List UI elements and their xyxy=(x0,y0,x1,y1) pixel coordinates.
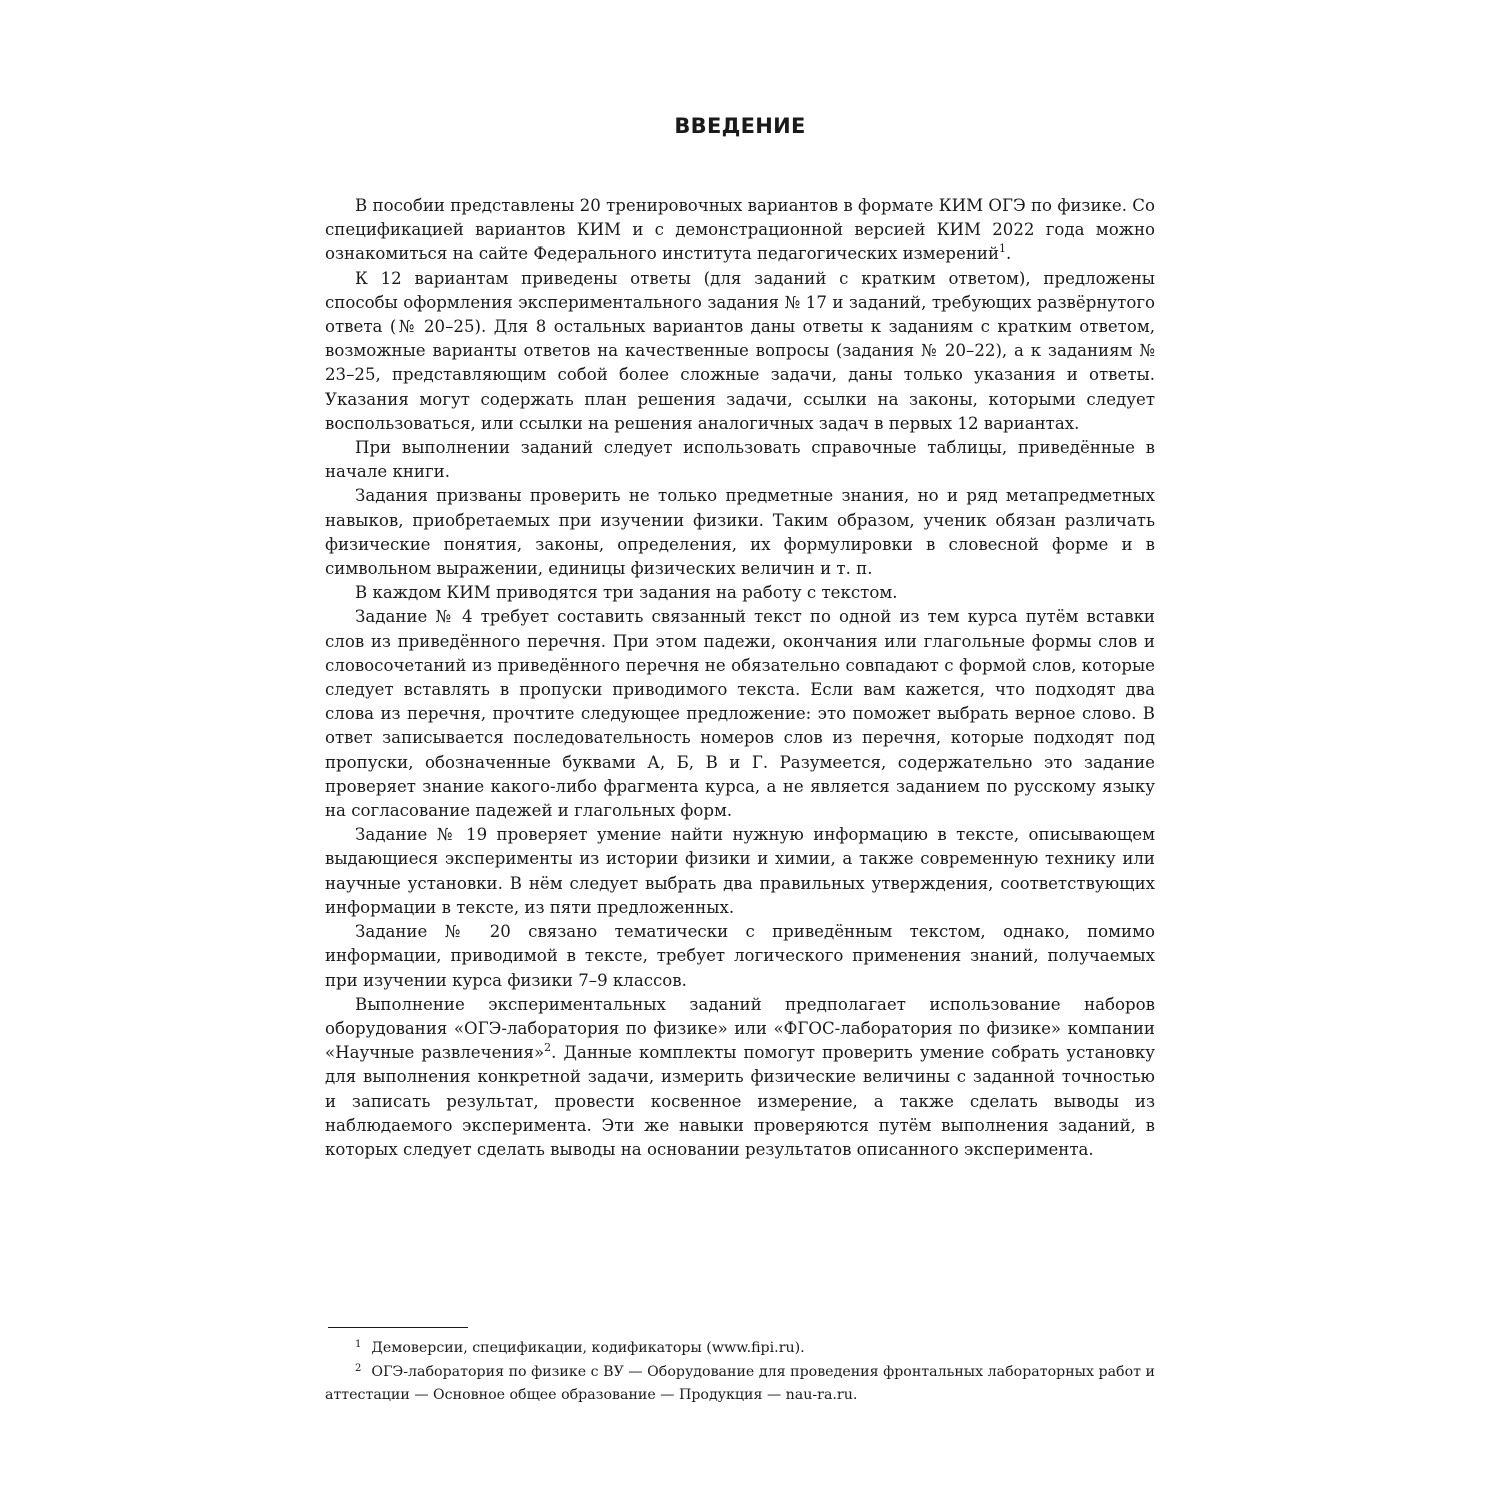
paragraph-5: В каждом КИМ приводятся три задания на работу с текстом. xyxy=(355,583,898,603)
paragraph-3: При выполнении заданий следует использовать справочные таблицы, приведённые в начале книги. xyxy=(325,438,1155,482)
paragraph-9 xyxy=(325,993,1155,1162)
paragraph-2: К 12 вариантам приведены ответы (для заданий с кратким ответом), предложены способы оформления экспериментального задания № 17 и заданий, требующих развёрнутого ответа (№ 20–25). Для 8 остальных вариантов даны ответы к заданиям с кратким ответом, возможные варианты ответов на качественные вопросы (задания № 20–22), а к заданиям № 23–25, представляющим собой более сложные задачи, даны только указания и ответы. Указания могут содержать план решения задачи, ссылки на законы, которыми следует воспользоваться, или ссылки на решения аналогичных задач в первых 12 вариантах. xyxy=(325,268,1155,433)
introduction-body xyxy=(325,194,1155,1162)
paragraph-7: Задание № 19 проверяет умение найти нужную информацию в тексте, описывающем выдающиеся эксперименты из истории физики и химии, а также современную технику или научные установки. В нём следует выбрать два правильных утверждения, соответствующих информации в тексте, из пяти предложенных. xyxy=(325,825,1155,917)
footnote-1 xyxy=(325,1337,1155,1361)
paragraph-1-end: . xyxy=(1006,244,1012,264)
footnote-2-text: ОГЭ-лаборатория по физике с ВУ — Оборудование для проведения фронтальных лабораторных работ и аттестации — Основное общее образование — Продукция — nau-ra.ru. xyxy=(325,1363,1155,1403)
paragraph-1-text: В пособии представлены 20 тренировочных вариантов в формате КИМ ОГЭ по физике. Со спецификацией вариантов КИМ и с демонстрационной версией КИМ 2022 года можно ознакомиться на сайте Федерального института педагогических измерений xyxy=(325,196,1155,264)
paragraph-9-text-a: Выполнение экспериментальных заданий предполагает использование наборов оборудования «ОГЭ-лаборатория по физике» или «ФГОС-лаборатория по физике» компании «Научные развлечения» xyxy=(325,994,1155,1063)
paragraph-4: Задания призваны проверить не только предметные знания, но и ряд метапредметных навыков, приобретаемых при изучении физики. Таким образом, ученик обязан различать физические понятия, законы, определения, их формулировки в словесной форме и в символьном выражении, единицы физических величин и т. п. xyxy=(325,486,1155,579)
paragraph-6: Задание № 4 требует составить связанный текст по одной из тем курса путём вставки слов из приведённого перечня. При этом падежи, окончания или глагольные формы слов и словосочетаний из приведённого перечня не обязательно совпадают с формой слов, которые следует вставлять в пропуски приводимого текста. Если вам кажется, что подходят два слова из перечня, прочтите следующее предложение: это поможет выбрать верное слово. В ответ записывается последовательность номеров слов из перечня, которые подходят под пропуски, обозначенные буквами А, Б, В и Г. Разумеется, содержательно это задание проверяет знание какого-либо фрагмента курса, а не является заданием по русскому языку на согласование падежей и глагольных форм. xyxy=(325,607,1155,821)
footnote-1-mark: 1 xyxy=(355,1339,362,1350)
footnote-2-mark: 2 xyxy=(355,1362,362,1374)
document-page xyxy=(325,0,1155,1500)
page-title: ВВЕДЕНИЕ xyxy=(674,114,806,138)
footnote-ref-2[interactable]: 2 xyxy=(544,1041,552,1055)
paragraph-1 xyxy=(325,194,1155,267)
footnote-2 xyxy=(325,1361,1155,1408)
footnote-divider xyxy=(328,1327,468,1328)
paragraph-8: Задание № 20 связано тематически с приведённым текстом, однако, помимо информации, приводимой в тексте, требует логического применения знаний, получаемых при изучении курса физики 7–9 классов. xyxy=(325,922,1155,990)
paragraph-9-text-b: . Данные комплекты помогут проверить умение собрать установку для выполнения конкретной задачи, измерить физические величины с заданной точностью и записать результат, провести косвенное измерение, а также сделать выводы из наблюдаемого эксперимента. Эти же навыки проверяются путём выполнения заданий, в которых следует сделать выводы на основании результатов описанного эксперимента. xyxy=(325,1043,1155,1159)
footnotes xyxy=(325,1337,1155,1408)
footnote-ref-1[interactable]: 1 xyxy=(999,242,1007,256)
footnote-1-text: Демоверсии, спецификации, кодификаторы (www.fipi.ru). xyxy=(371,1340,805,1356)
